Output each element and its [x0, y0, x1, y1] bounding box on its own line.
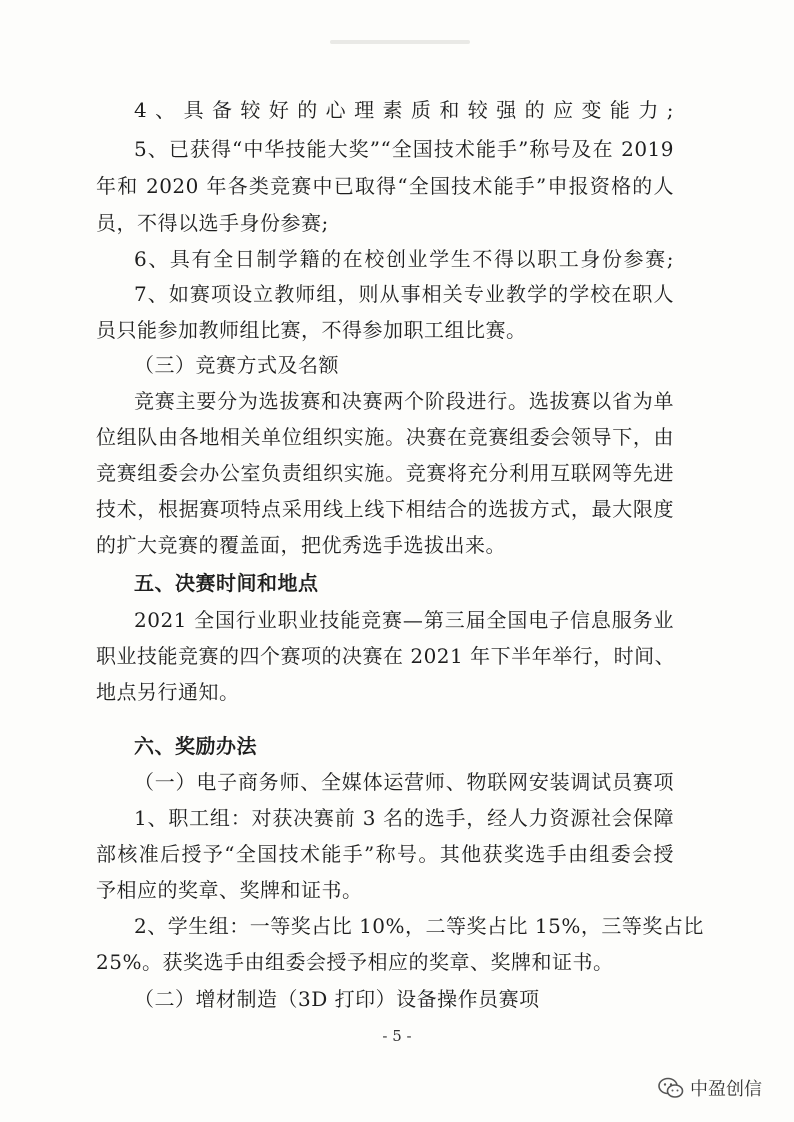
text-line: 予相应的奖章、奖牌和证书。 — [96, 878, 363, 902]
text-line: 25%。获奖选手由组委会授予相应的奖章、奖牌和证书。 — [96, 950, 614, 974]
text-line: 5、已获得“中华技能大奖”“全国技术能手”称号及在 2019 — [134, 137, 674, 161]
text-line: 年和 2020 年各类竞赛中已取得“全国技术能手”申报资格的人 — [96, 174, 674, 198]
scan-artifact — [330, 40, 470, 44]
text-line: 职业技能竞赛的四个赛项的决赛在 2021 年下半年举行，时间、 — [96, 644, 676, 668]
text-line: 部核准后授予“全国技术能手”称号。其他获奖选手由组委会授 — [96, 842, 674, 866]
watermark — [658, 1075, 762, 1101]
text-line: 7、如赛项设立教师组，则从事相关专业教学的学校在职人 — [134, 282, 674, 306]
text-line: 1、职工组：对获决赛前 3 名的选手，经人力资源社会保障 — [134, 806, 674, 830]
text-line: 2、学生组：一等奖占比 10%，二等奖占比 15%，三等奖占比 — [134, 914, 704, 938]
page-number: - 5 - — [382, 1027, 412, 1045]
text-line: 的扩大竞赛的覆盖面，把优秀选手选拔出来。 — [96, 533, 506, 557]
text-line: 技术，根据赛项特点采用线上线下相结合的选拔方式，最大限度 — [96, 497, 674, 521]
section-heading: 五、决赛时间和地点 — [134, 571, 319, 595]
text-line: 地点另行通知。 — [96, 680, 240, 704]
text-line: 6、具有全日制学籍的在校创业学生不得以职工身份参赛; — [134, 247, 674, 271]
subsection-heading: （三）竞赛方式及名额 — [134, 353, 339, 377]
wechat-icon — [658, 1077, 684, 1099]
subsection-heading: （二）增材制造（3D 打印）设备操作员赛项 — [134, 987, 540, 1011]
text-line: 2021 全国行业职业技能竞赛—第三届全国电子信息服务业 — [134, 608, 674, 632]
text-line: 员只能参加教师组比赛，不得参加职工组比赛。 — [96, 318, 527, 342]
text-line: 竞赛主要分为选拔赛和决赛两个阶段进行。选拔赛以省为单 — [134, 389, 674, 413]
text-line: 竞赛组委会办公室负责组织实施。竞赛将充分利用互联网等先进 — [96, 461, 674, 485]
text-line: 4、具备较好的心理素质和较强的应变能力; — [134, 98, 674, 122]
text-line: 员，不得以选手身份参赛; — [96, 211, 329, 235]
subsection-heading: （一）电子商务师、全媒体运营师、物联网安装调试员赛项 — [134, 770, 674, 794]
section-heading: 六、奖励办法 — [134, 734, 257, 758]
text-line: 位组队由各地相关单位组织实施。决赛在竞赛组委会领导下，由 — [96, 425, 674, 449]
watermark-text: 中盈创信 — [690, 1079, 762, 1100]
